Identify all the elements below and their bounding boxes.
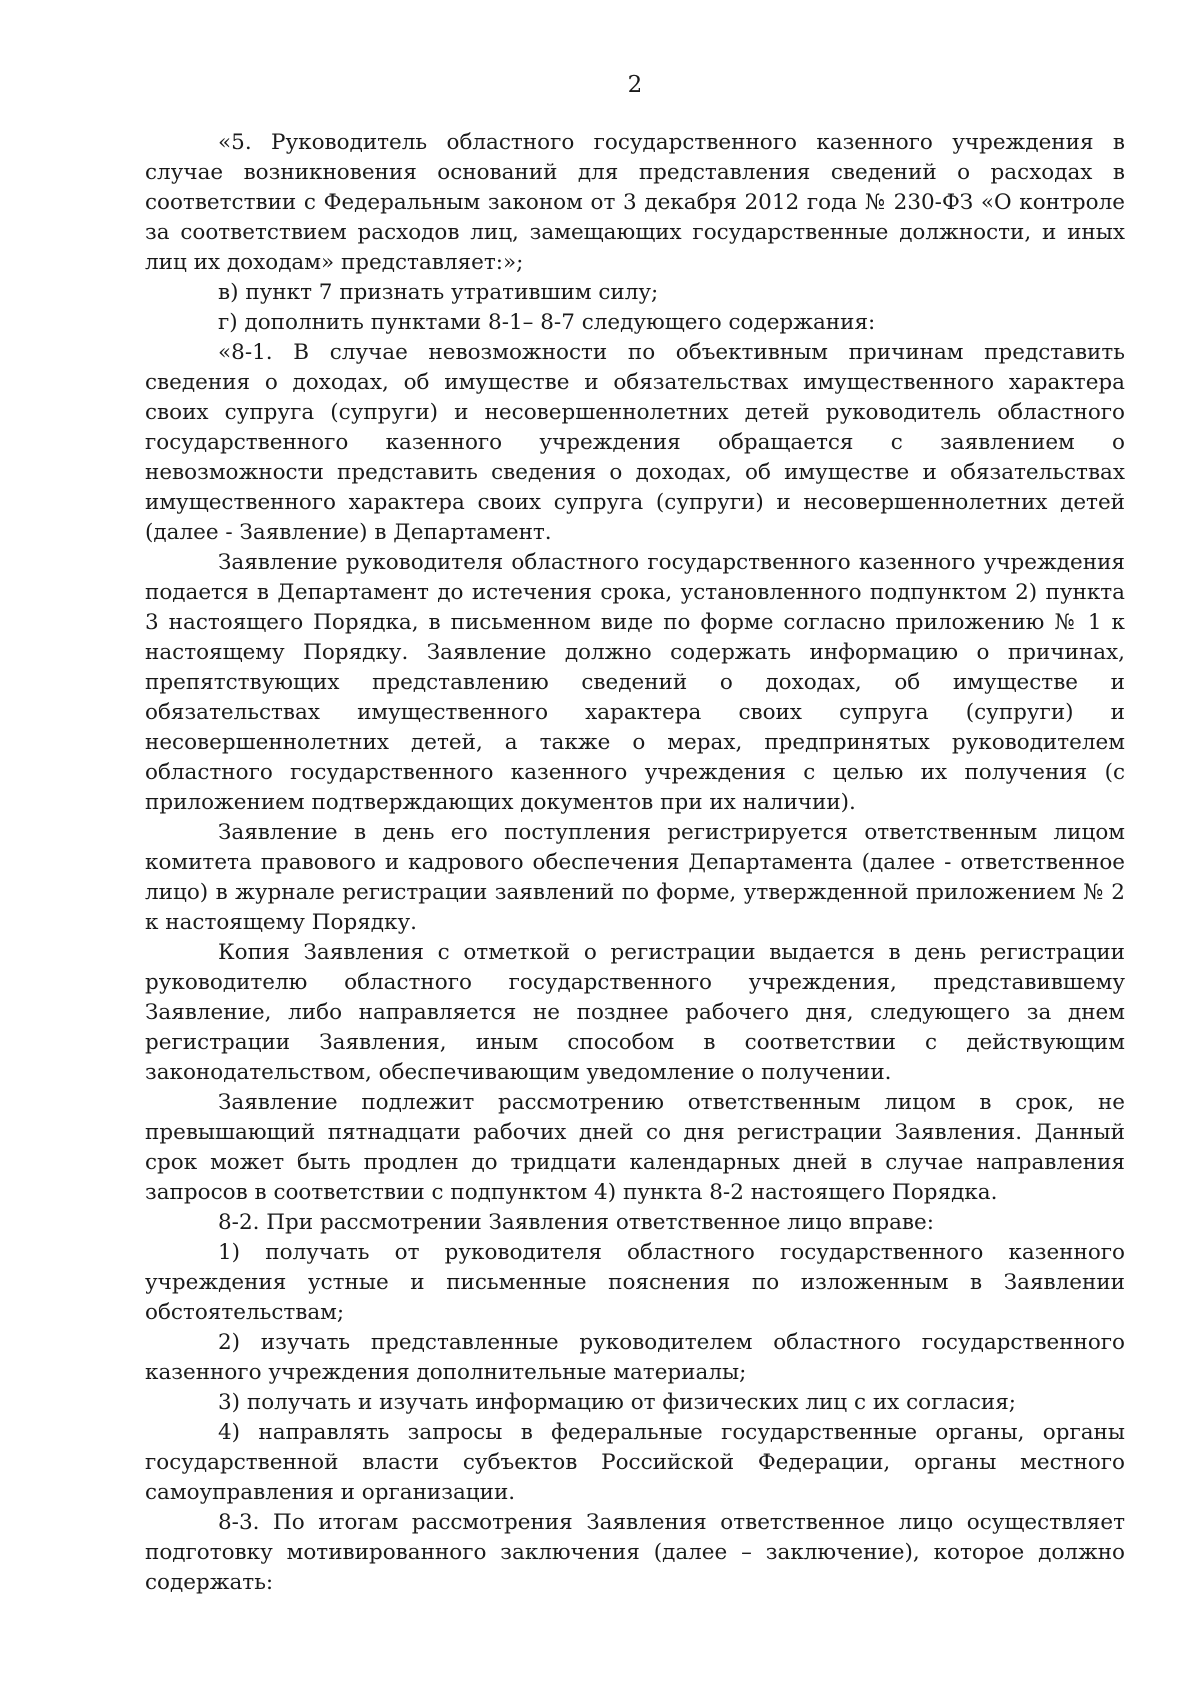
paragraph-application-registration: Заявление в день его поступления регистрируется ответственным лицом комитета правового и кадрового обеспечения Департамента (далее - ответственное лицо) в журнале регистрации заявлений по форме, утвержденной приложением № 2 к настоящему Порядку.	[145, 820, 1125, 935]
page-number: 2	[627, 72, 643, 98]
paragraph-application-copy: Копия Заявления с отметкой о регистрации выдается в день регистрации руководителю областного государственного учреждения, представившему Заявление, либо направляется не позднее рабочего дня, следующего за днем регистрации Заявления, иным способом в соответствии с действующим законодательством, обеспечивающим уведомление о получении.	[145, 940, 1125, 1085]
paragraph-5-head: «5. Руководитель областного государственного казенного учреждения в случае возникновения оснований для представления сведений о расходах в соответствии с Федеральным законом от 3 декабря 2012 года № 230-ФЗ «О контроле за соответствием расходов лиц, замещающих государственные должности, и иных лиц их доходам» представляет:»;	[145, 130, 1125, 275]
paragraph-8-2-item-1: 1) получать от руководителя областного государственного казенного учреждения устные и письменные пояснения по изложенным в Заявлении обстоятельствам;	[145, 1240, 1125, 1325]
paragraph-item-g: г) дополнить пунктами 8-1– 8-7 следующего содержания:	[218, 310, 876, 335]
paragraph-item-v: в) пункт 7 признать утратившим силу;	[218, 280, 659, 305]
paragraph-application-review-term: Заявление подлежит рассмотрению ответственным лицом в срок, не превышающий пятнадцати рабочих дней со дня регистрации Заявления. Данный срок может быть продлен до тридцати календарных дней в случае направления запросов в соответствии с подпунктом 4) пункта 8-2 настоящего Порядка.	[145, 1090, 1125, 1205]
paragraph-8-3: 8-3. По итогам рассмотрения Заявления ответственное лицо осуществляет подготовку мотивированного заключения (далее – заключение), которое должно содержать:	[145, 1510, 1125, 1595]
paragraph-8-2-item-3: 3) получать и изучать информацию от физических лиц с их согласия;	[218, 1390, 1017, 1415]
paragraph-8-1: «8-1. В случае невозможности по объективным причинам представить сведения о доходах, об имуществе и обязательствах имущественного характера своих супруга (супруги) и несовершеннолетних детей руководитель областного государственного казенного учреждения обращается с заявлением о невозможности представить сведения о доходах, об имуществе и обязательствах имущественного характера своих супруга (супруги) и несовершеннолетних детей (далее - Заявление) в Департамент.	[145, 340, 1125, 545]
paragraph-8-2-item-2: 2) изучать представленные руководителем областного государственного казенного учреждения дополнительные материалы;	[145, 1330, 1125, 1385]
paragraph-8-2: 8-2. При рассмотрении Заявления ответственное лицо вправе:	[218, 1210, 934, 1235]
paragraph-8-2-item-4: 4) направлять запросы в федеральные государственные органы, органы государственной власти субъектов Российской Федерации, органы местного самоуправления и организации.	[145, 1420, 1125, 1505]
paragraph-application-submission: Заявление руководителя областного государственного казенного учреждения подается в Департамент до истечения срока, установленного подпунктом 2) пункта 3 настоящего Порядка, в письменном виде по форме согласно приложению № 1 к настоящему Порядку. Заявление должно содержать информацию о причинах, препятствующих представлению сведений о доходах, об имуществе и обязательствах имущественного характера своих супруга (супруги) и несовершеннолетних детей, а также о мерах, предпринятых руководителем областного государственного казенного учреждения с целью их получения (с приложением подтверждающих документов при их наличии).	[145, 550, 1125, 815]
